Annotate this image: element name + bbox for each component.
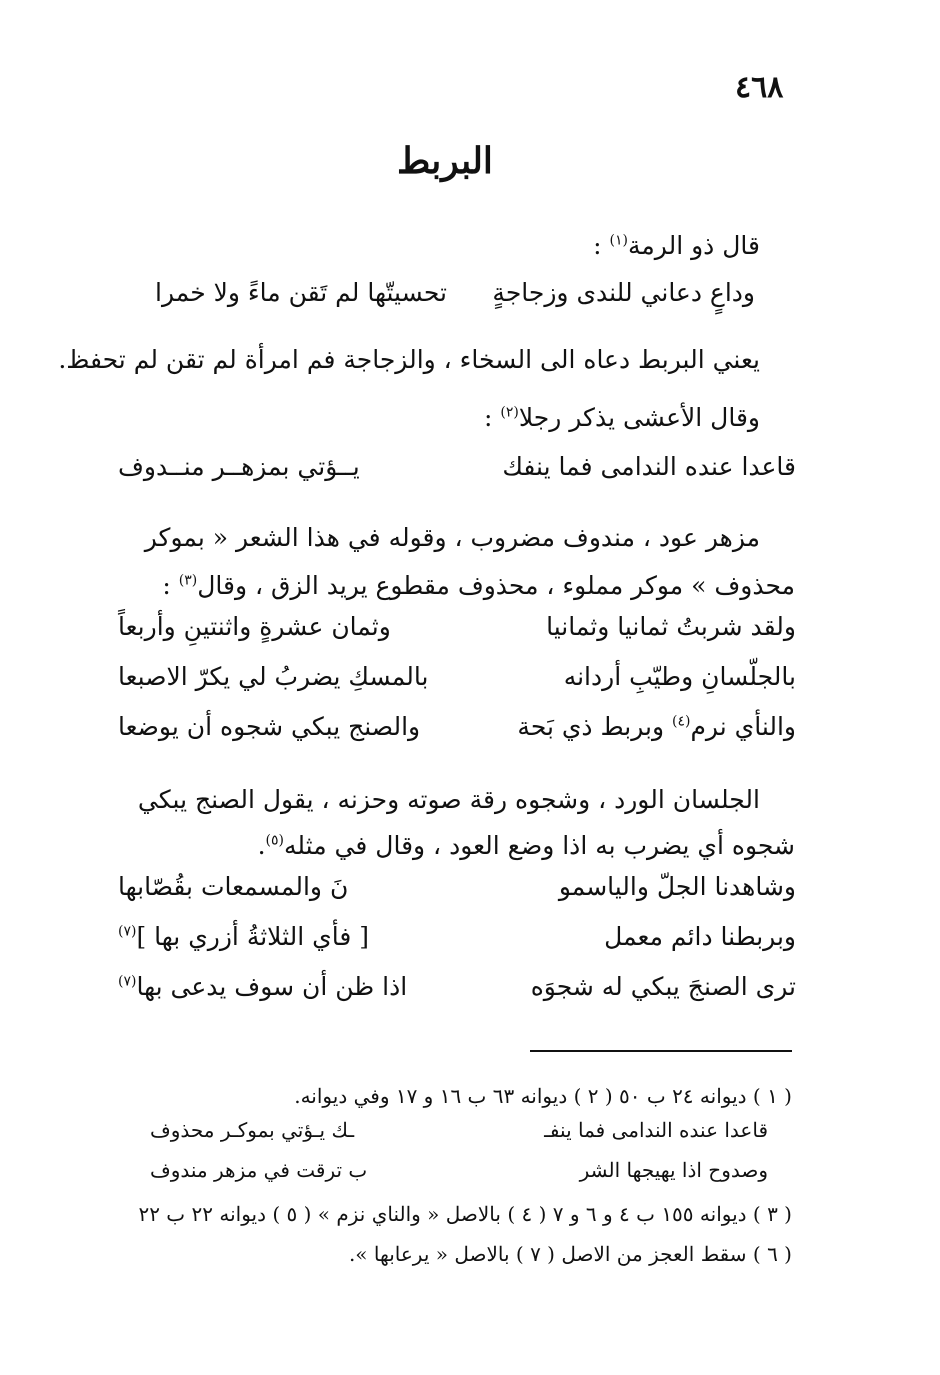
paragraph-1: يعني البربط دعاه الى السخاء ، والزجاجة فم امرأة لم تقن لم تحفظ. <box>58 345 760 374</box>
footnote-ref: (٧) <box>118 923 137 940</box>
page-title: البربط <box>397 140 493 182</box>
page-number: ٤٦٨ <box>735 70 784 105</box>
verse-2-second-half: يــؤتي بمزهــر منــدوف <box>118 452 360 481</box>
intro-line-2 <box>484 398 760 438</box>
footnote-verse-1 <box>150 1118 768 1152</box>
footnote-verse-2-first-half: وصدوح اذا يهيجها الشر <box>579 1158 768 1182</box>
paragraph-text: محذوف » موكر مملوء ، محذوف مقطوع يريد الزق ، وقال <box>197 571 795 600</box>
verse-8-first-half: ترى الصنجَ يبكي له شجوَه <box>530 972 796 1001</box>
intro-line-1 <box>593 226 760 266</box>
verse-5 <box>118 712 796 754</box>
footnote-ref: (٢) <box>500 404 519 421</box>
colon: : <box>162 571 171 600</box>
colon: : <box>593 231 602 260</box>
footnote-separator <box>530 1050 792 1052</box>
verse-7-second-half <box>118 922 369 951</box>
footnote-verse-1-first-half: قاعدا عنده الندامى فما ينفـ <box>544 1118 768 1142</box>
paragraph-2-line-2 <box>162 566 795 606</box>
paragraph-3-line-2 <box>258 826 795 866</box>
footnote-ref: (١) <box>609 232 629 249</box>
period: . <box>257 831 266 860</box>
verse-4-first-half: بالجلّسانِ وطيّبِ أردانه <box>563 662 796 691</box>
verse-5-second-half: والصنج يبكي شجوه أن يوضعا <box>118 712 421 741</box>
verse-text: والنأي نرم <box>690 712 796 741</box>
verse-3-second-half: وثمان عشرةٍ واثنتينِ وأربعاً <box>118 612 391 641</box>
verse-4-second-half: بالمسكِ يضربُ لي يكرّ الاصبعا <box>118 662 429 691</box>
footnote-verse-2 <box>150 1158 768 1192</box>
intro-text: وقال الأعشى يذكر رجلا <box>518 403 760 432</box>
verse-1 <box>155 278 755 320</box>
footnote-verse-2-second-half: ب ترقت في مزهر مندوف <box>150 1158 368 1182</box>
footnote-verse-1-second-half: ـك يـؤتي بموكـر محذوف <box>150 1118 355 1142</box>
verse-3 <box>118 612 796 654</box>
verse-8 <box>118 972 796 1014</box>
verse-5-first-half <box>517 712 796 741</box>
verse-1-second-half: تحسيتّها لم تَقن ماءً ولا خمرا <box>155 278 447 307</box>
verse-text: وبربط ذي بَحة <box>517 712 665 741</box>
verse-4 <box>118 662 796 704</box>
footnote-6: ( ٦ ) سقط العجز من الاصل ( ٧ ) بالاصل « يرعابها ». <box>348 1242 792 1266</box>
verse-7-first-half: وبربطنا دائم معمل <box>604 922 796 951</box>
verse-2-first-half: قاعدا عنده الندامى فما ينفك <box>502 452 796 481</box>
intro-text: قال ذو الرمة <box>628 231 760 260</box>
verse-7 <box>118 922 796 964</box>
verse-6 <box>118 872 796 914</box>
verse-8-second-half <box>118 972 407 1001</box>
footnote-ref: (٤) <box>671 713 691 730</box>
paragraph-text: شجوه أي يضرب به اذا وضع العود ، وقال في مثله <box>284 831 795 860</box>
footnote-1: ( ١ ) ديوانه ٢٤ ب ٥٠ ( ٢ ) ديوانه ٦٣ ب ١٦ و ١٧ وفي ديوانه. <box>294 1084 792 1108</box>
verse-1-first-half: وداعٍ دعاني للندى وزجاجةٍ <box>492 278 755 307</box>
verse-text: اذا ظن أن سوف يدعى بها <box>136 972 408 1001</box>
footnote-ref: (٣) <box>178 572 198 589</box>
paragraph-3-line-1: الجلسان الورد ، وشجوه رقة صوته وحزنه ، يقول الصنج يبكي <box>137 785 760 814</box>
paragraph-2-line-1: مزهر عود ، مندوف مضروب ، وقوله في هذا الشعر « بموكر <box>144 523 760 552</box>
verse-text: [ فأي الثلاثةُ أزري بها ] <box>136 922 369 951</box>
colon: : <box>484 403 493 432</box>
footnote-ref: (٧) <box>118 973 137 990</box>
footnote-ref: (٥) <box>265 832 284 849</box>
verse-6-second-half: نَ والمسمعات بقُصّابها <box>118 872 349 901</box>
footnote-3: ( ٣ ) ديوانه ١٥٥ ب ٤ و ٦ و ٧ ( ٤ ) بالاصل « والناي نزم » ( ٥ ) ديوانه ٢٢ ب ٢٢ <box>138 1202 792 1226</box>
verse-2 <box>118 452 796 494</box>
verse-6-first-half: وشاهدنا الجلّ والياسمو <box>558 872 796 901</box>
verse-3-first-half: ولقد شربتُ ثمانيا وثمانيا <box>546 612 796 641</box>
